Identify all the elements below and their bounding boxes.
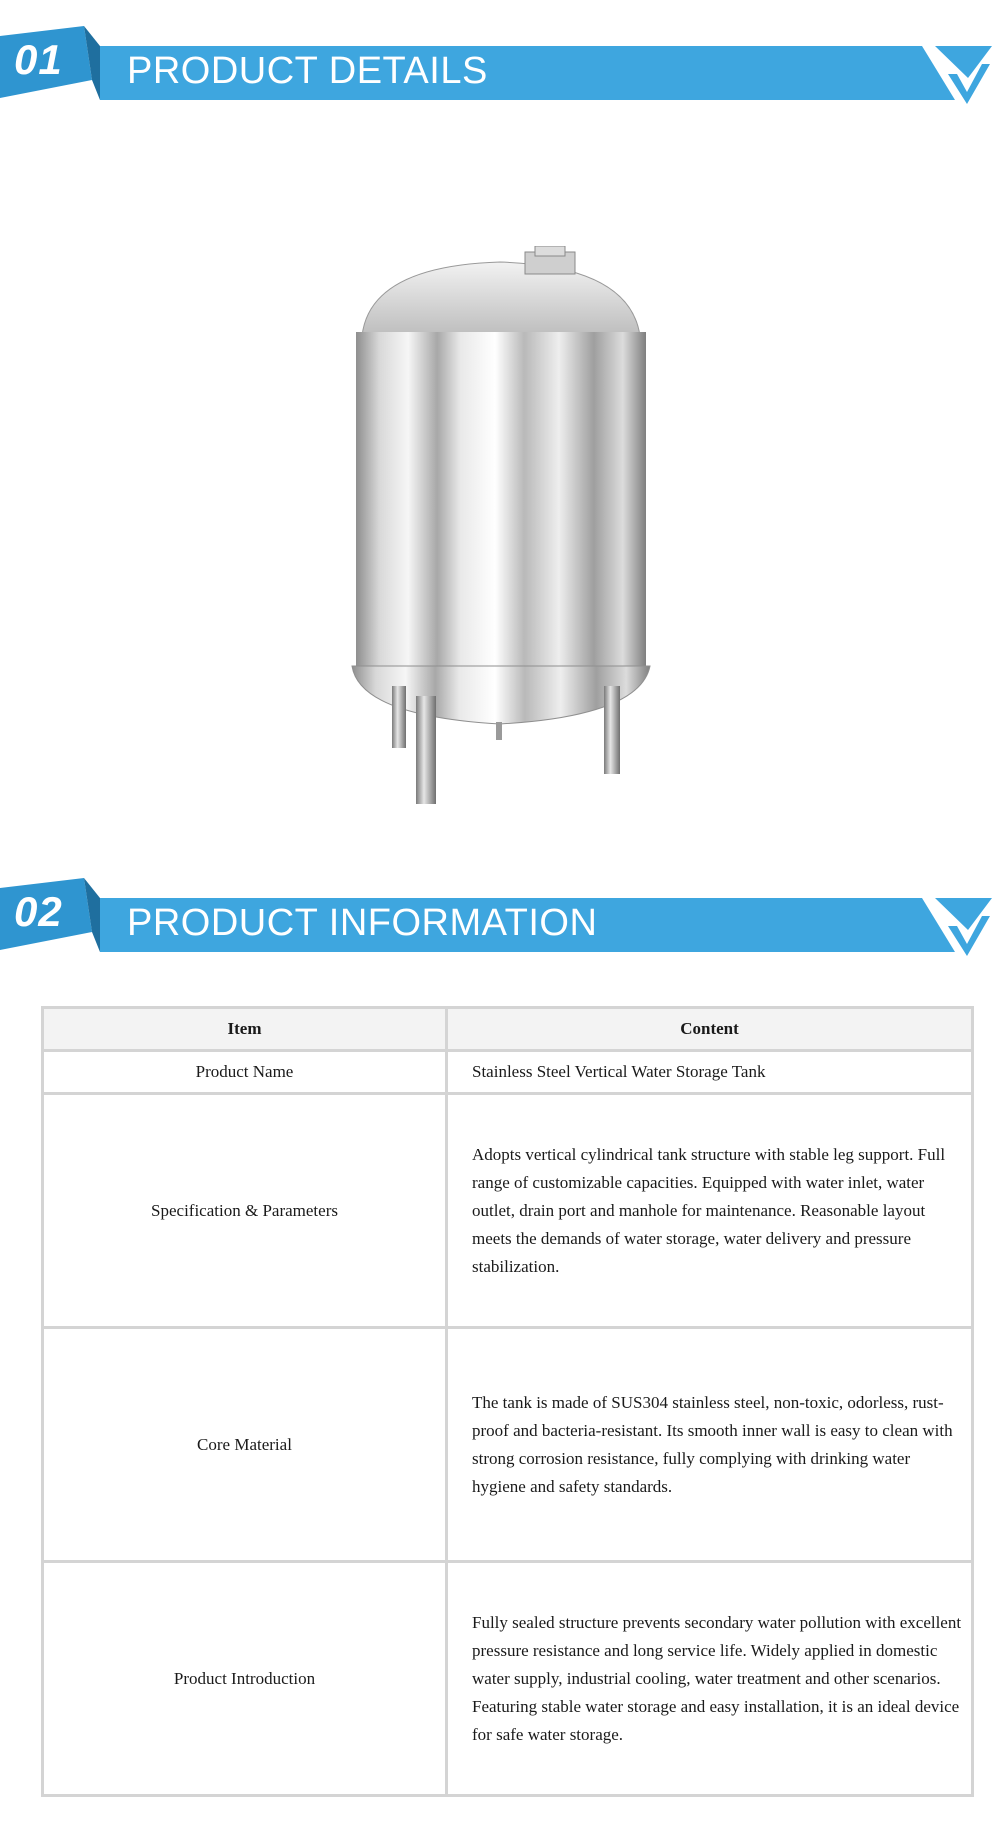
header-item: Item: [43, 1008, 447, 1051]
section-number: 01: [14, 36, 63, 83]
product-photo-tank: [340, 246, 660, 806]
row-label: Specification & Parameters: [43, 1094, 447, 1328]
table-row: [43, 1051, 973, 1094]
row-label: Product Name: [43, 1051, 447, 1094]
row-value: Stainless Steel Vertical Water Storage Tank: [447, 1051, 973, 1094]
table-row: [43, 1328, 973, 1562]
section-number: 02: [14, 888, 63, 935]
header-content: Content: [447, 1008, 973, 1051]
row-label: Core Material: [43, 1328, 447, 1562]
table-row: [43, 1562, 973, 1796]
row-value: Adopts vertical cylindrical tank structure with stable leg support. Full range of customizable capacities. Equipped with water inlet, water outlet, drain port and manhole for maintenance. Reasonable layout meets the demands of water storage, water delivery and pressure stabilization.: [447, 1094, 973, 1328]
section-banner-product-information: [0, 874, 1000, 974]
section-title: PRODUCT DETAILS: [127, 50, 488, 92]
section-title: PRODUCT INFORMATION: [127, 902, 598, 944]
table-header-row: [43, 1008, 973, 1051]
row-value: Fully sealed structure prevents secondary water pollution with excellent pressure resistance and long service life. Widely applied in domestic water supply, industrial cooling, water treatment and other scenarios. Featuring stable water storage and easy installation, it is an ideal device for safe water storage.: [447, 1562, 973, 1796]
product-info-table: [41, 1006, 974, 1797]
row-label: Product Introduction: [43, 1562, 447, 1796]
row-value: The tank is made of SUS304 stainless steel, non-toxic, odorless, rust-proof and bacteria-resistant. Its smooth inner wall is easy to clean with strong corrosion resistance, fully complying with drinking water hygiene and safety standards.: [447, 1328, 973, 1562]
section-banner-product-details: [0, 22, 1000, 122]
table-row: [43, 1094, 973, 1328]
